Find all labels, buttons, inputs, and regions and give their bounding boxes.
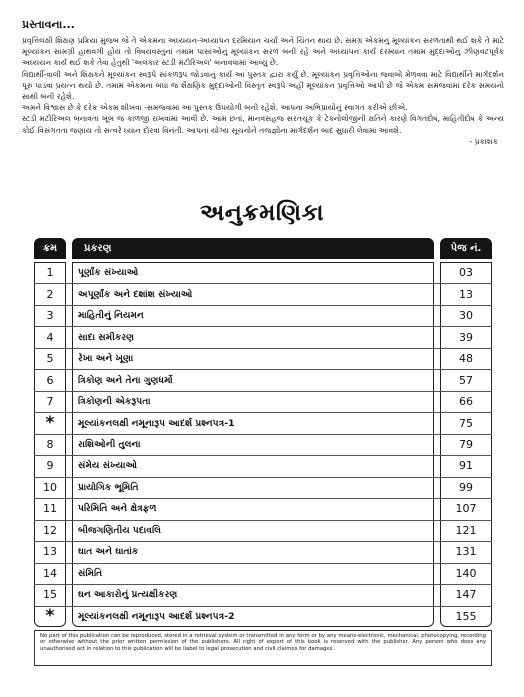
row-topic: ત્રિકોણની એકરૂપતા [78,396,151,408]
row-number: 13 [43,545,57,559]
index-row [34,348,492,369]
row-topic: રાશિઓની તુલના [78,438,141,450]
row-topic: અપૂર્ણાંક અને દશાંશ સંખ્યાઓ [78,288,193,300]
row-divider [34,584,492,585]
row-topic: ઘાત અને ઘાતાંક [78,546,139,558]
preface-section [22,18,504,147]
row-page: 66 [459,395,473,409]
row-topic: પૂર્ણાંક સંખ્યાઓ [78,267,139,279]
row-number: 7 [46,395,54,409]
index-row [34,563,492,584]
row-page: 79 [459,437,473,451]
row-number: 5 [46,352,54,366]
index-title: અનુક્રમણિકા [199,200,324,226]
row-number: * [45,606,55,627]
row-divider [34,563,492,564]
row-page: 131 [455,545,477,559]
index-row [34,305,492,326]
row-topic: મૂલ્યાંકનલક્ષી નમૂનારૂપ આદર્શ પ્રશ્નપત્ર-1 [78,417,235,429]
row-number: * [45,413,55,434]
row-topic: સંમિતિ [78,567,103,579]
row-number: 15 [43,588,57,602]
row-page: 75 [459,416,473,430]
row-number: 1 [46,266,54,280]
row-page: 03 [459,266,473,280]
row-divider [34,520,492,521]
index-row [34,477,492,498]
index-row [34,498,492,519]
preface-paragraph: સ્ટડી મટીરિઅલ બનાવતા ખૂબ જ કાળજી રાખવામાં આવી છે. આમ છતાં, માનવસહજ સરતચૂક કે ટેક્નોલોજીની ક્ષતિને કારણે વિગતદોષ, માહિતીદોષ કે અન્ય કોઈ વિસંગતતા જણાય તો સત્વરે ધ્યાન દોરવા વિનંતી. આપનાં યોગ્ય સૂચનોને તજજ્ઞોના માર્ગદર્શન બાદ સુધારી લેવામાં આવશે. [22,114,504,135]
row-page: 147 [455,588,477,602]
row-divider [34,606,492,607]
row-divider [34,477,492,478]
index-row [34,455,492,476]
row-page: 107 [455,502,477,516]
row-page: 30 [459,309,473,323]
preface-paragraph: પ્રવૃત્તિલક્ષી શિક્ષણ પ્રક્રિયા મુજબ જે તે એકમના અધ્યયન-અધ્યાપન દરમિયાન ચર્ચા અને ચિંતન થાય છે. સમગ્ર એકમનું મૂલ્યાંકન સરળતાથી થઈ શકે તે માટે મૂલ્યાંકન સામગ્રી હાથવગી હોય તો વિષયવસ્તુનાં તમામ પાસાંઓનું મૂલ્યાંકન સરળ બની રહે અને અધ્યાપન કાર્ય દરમ્યાન તમામ મુદ્દાઓનું ઝીણવટપૂર્વક અધ્યયન કાર્ય થઈ શકે તેવા હેતુથી 'અલંકાર સ્ટડી મટીરિઅલ' બનાવવામાં આવ્યું છે. [22,36,504,68]
row-divider [34,455,492,456]
row-number: 10 [43,480,57,494]
row-divider [34,305,492,306]
row-topic: સાદા સમીકરણ [78,331,135,343]
row-divider [34,348,492,349]
row-number: 6 [46,373,54,387]
row-page: 121 [455,523,477,537]
row-topic: ઘન આકારોનું પ્રત્યક્ષીકરણ [78,589,178,601]
row-number: 2 [46,287,54,301]
row-topic: પ્રાયોગિક ભૂમિતિ [78,481,139,493]
index-row [34,584,492,605]
index-row [34,369,492,390]
row-divider [34,541,492,542]
row-number: 12 [43,523,57,537]
row-number: 4 [46,330,54,344]
preface-title: પ્રસ્તાવના... [22,18,75,31]
row-number: 14 [43,566,57,580]
index-row [34,326,492,347]
index-row [34,262,492,283]
index-row [34,606,492,627]
row-number: 8 [46,437,54,451]
index-row [34,412,492,433]
row-divider [34,283,492,284]
row-topic: રેખા અને ખૂણા [78,353,134,365]
row-page: 57 [459,373,473,387]
row-divider [34,326,492,327]
row-number: 9 [46,459,54,473]
index-row [34,391,492,412]
row-topic: માહિતીનું નિયમન [78,310,144,322]
row-number: 3 [46,309,54,323]
row-divider [34,498,492,499]
index-table-header [34,238,492,259]
copyright-notice: No part of this publication can be reproduced, stored in a retrieval system or transmitted in any form or by any means-electronic, mechanical, photocopying, recording or otherwise without the prior written permission of the publishers. All right of export of this book is reserved with the publisher. Any person who does any unauthorised act in relation to this publication will be liabel to legal prosecution and civil claimes for damages. [34,630,492,666]
index-row [34,520,492,541]
header-page: પેજ નં. [440,238,492,259]
index-row [34,434,492,455]
index-row [34,541,492,562]
row-divider [34,391,492,392]
row-page: 155 [455,609,477,623]
row-topic: સંમેય સંખ્યાઓ [78,460,138,472]
preface-paragraph: વિદ્યાર્થી-વાલી અને શિક્ષકને મૂલ્યાંકન સ્વરૂપે સાંકળરૂપ જોડવાનું કાર્ય આ પુસ્તક દ્વારા કર્યું છે. મૂલ્યાંકન પ્રવૃત્તિઓના જવાબો મેળવવા માટે વિદ્યાર્થીને માર્ગદર્શન પૂરું પાડવા પ્રયત્ન થયો છે. તમામ એકમના બધા જ શૈક્ષણિક મુદ્દાઓની વિસ્તૃત સ્વરૂપે અહીં મૂલ્યાંકન પ્રવૃત્તિઓ આપી છે જે એકમ સમજવામાં દરેક સમયનો સાથી બની રહેશે. [22,69,504,102]
header-topic: પ્રકરણ [72,238,434,259]
row-page: 99 [459,480,473,494]
index-row [34,283,492,304]
row-number: 11 [43,502,57,516]
header-number: ક્રમ [34,238,66,259]
row-page: 13 [459,287,473,301]
row-page: 91 [459,459,473,473]
index-table [34,262,492,627]
row-divider [34,369,492,370]
row-topic: બીજગણિતીય પદાવલિ [78,524,162,536]
publisher-signature: - પ્રકાશક [469,136,498,146]
row-topic: મૂલ્યાંકનલક્ષી નમૂનારૂપ આદર્શ પ્રશ્નપત્ર-2 [78,610,235,622]
row-topic: ત્રિકોણ અને તેના ગુણધર્મો [78,374,173,386]
row-divider [34,412,492,413]
row-topic: પરિમિતિ અને ક્ષેત્રફળ [78,503,157,515]
row-page: 48 [459,352,473,366]
preface-paragraph: અમને વિશ્વાસ છે કે દરેક એકમ શીખવા -સમજવામાં આ પુસ્તક ઉપયોગી બની રહેશે. આપના અભિપ્રાયોનું સ્વાગત કરીએ છીએ. [22,103,408,113]
row-page: 39 [459,330,473,344]
row-page: 140 [455,566,477,580]
row-divider [34,434,492,435]
